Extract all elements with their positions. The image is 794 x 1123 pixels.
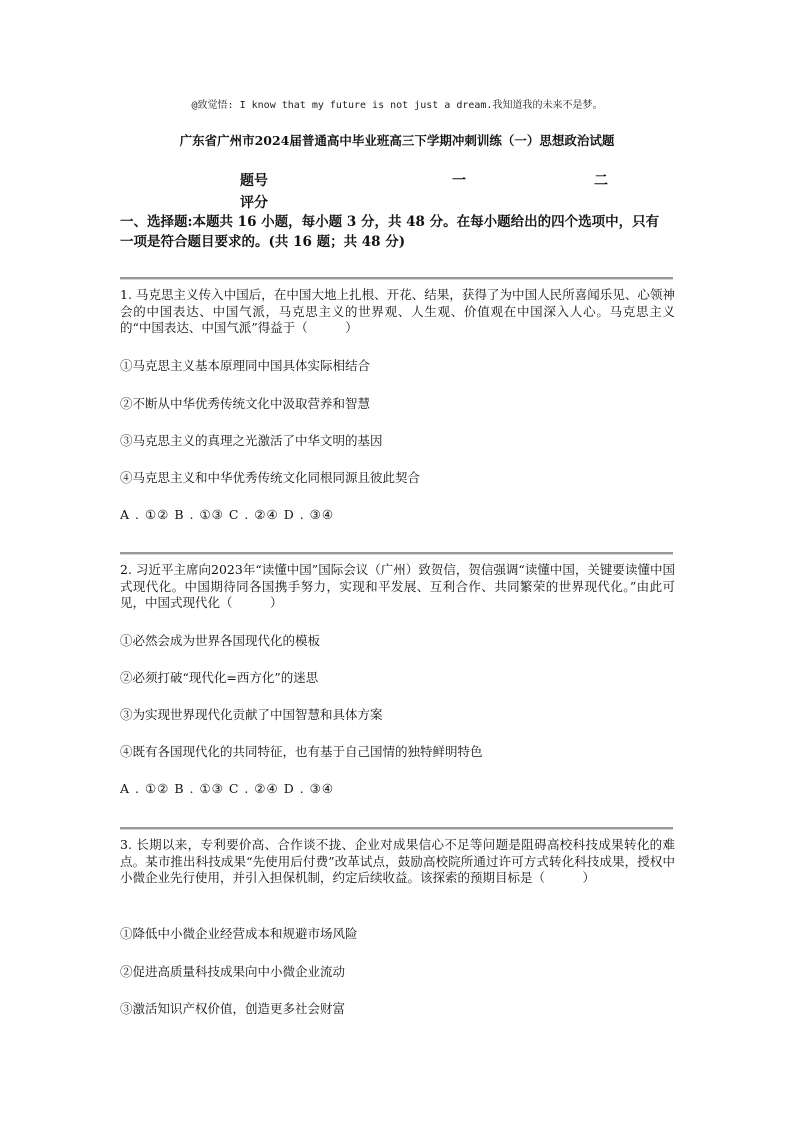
question-3-option-2: ②促进高质量科技成果向中小微企业流动 — [120, 964, 346, 979]
question-1-option-2: ②不断从中华优秀传统文化中汲取营养和智慧 — [120, 396, 371, 411]
section-heading — [120, 212, 680, 252]
question-divider — [120, 552, 673, 555]
question-2-stem: 2. 习近平主席向2023年“读懂中国”国际会议（广州）致贺信，贺信强调“读懂中国，关键要读懂中国式现代化。中国期待同各国携手努力，实现和平发展、互利合作、共同繁荣的世界现代化。”由此可见，中国式现代化（ ） — [120, 562, 675, 610]
section-heading-line2: 一项是符合题目要求的。(共 16 题；共 48 分) — [120, 234, 406, 250]
score-col-1: 一 — [452, 173, 466, 189]
question-2-answers: A . ①② B . ①③ C . ②④ D . ③④ — [120, 781, 335, 796]
question-2-option-2: ②必须打破“现代化=西方化”的迷思 — [120, 670, 319, 685]
question-divider — [120, 827, 673, 830]
score-row2-label: 评分 — [240, 195, 268, 211]
question-3-stem: 3. 长期以来，专利要价高、合作谈不拢、企业对成果信心不足等问题是阻碍高校科技成果转化的难点。某市推出科技成果“先使用后付费”改革试点，鼓励高校院所通过许可方式转化科技成果，授权中小微企业先行使用，并引入担保机制，约定后续收益。该探索的预期目标是（ ） — [120, 837, 675, 885]
score-row-label: 题号 — [240, 173, 268, 189]
question-1-stem: 1. 马克思主义传入中国后，在中国大地上扎根、开花、结果，获得了为中国人民所喜闻乐见、心领神会的中国表达、中国气派，马克思主义的世界观、人生观、价值观在中国深入人心。马克思主义的“中国表达、中国气派”得益于（ ） — [120, 287, 675, 335]
question-3-option-1: ①降低中小微企业经营成本和规避市场风险 — [120, 926, 358, 941]
question-2-option-4: ④既有各国现代化的共同特征，也有基于自己国情的独特鲜明特色 — [120, 744, 483, 759]
question-2-option-3: ③为实现世界现代化贡献了中国智慧和具体方案 — [120, 707, 383, 722]
question-3-option-3: ③激活知识产权价值，创造更多社会财富 — [120, 1001, 346, 1016]
question-divider — [120, 277, 673, 280]
motto-line: @致觉悟: I know that my future is not just a dream.我知道我的未来不是梦。 — [191, 100, 603, 111]
page-title: 广东省广州市2024届普通高中毕业班高三下学期冲刺训练（一）思想政治试题 — [179, 133, 615, 148]
question-1-option-1: ①马克思主义基本原理同中国具体实际相结合 — [120, 358, 371, 373]
question-1-answers: A . ①② B . ①③ C . ②④ D . ③④ — [120, 507, 335, 522]
section-heading-line1: 一、选择题:本题共 16 小题，每小题 3 分，共 48 分。在每小题给出的四个选项中，只有 — [120, 214, 660, 230]
score-col-2: 二 — [594, 173, 608, 189]
question-1-option-4: ④马克思主义和中华优秀传统文化同根同源且彼此契合 — [120, 470, 421, 485]
question-2-option-1: ①必然会成为世界各国现代化的模板 — [120, 633, 321, 648]
question-1-option-3: ③马克思主义的真理之光激活了中华文明的基因 — [120, 433, 383, 448]
